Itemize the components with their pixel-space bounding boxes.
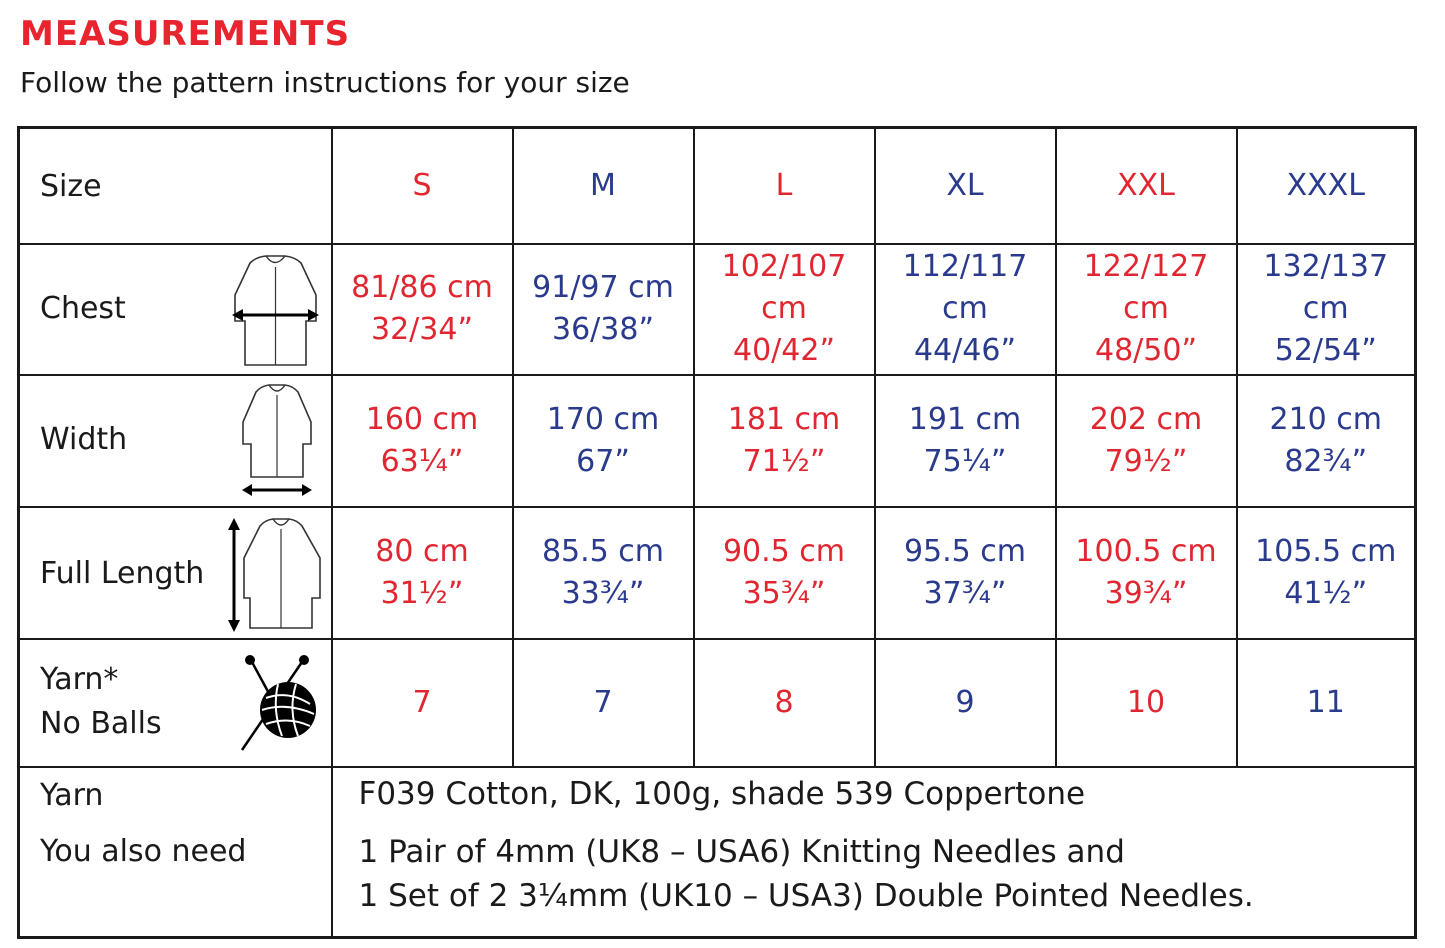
length-s-cell (332, 507, 513, 639)
chest-l-in: 40/42” (733, 333, 835, 368)
length-xxl-cm: 100.5 cm (1075, 533, 1217, 569)
size-label: Size (40, 169, 102, 204)
balls-xl: 9 (875, 639, 1056, 767)
width-l-in: 71½” (742, 443, 826, 479)
width-m-cell (513, 375, 694, 507)
chest-m-in: 36/38” (552, 312, 654, 347)
size-l: L (694, 128, 875, 244)
width-xxxl-in: 82¾” (1284, 443, 1368, 479)
chest-xxl-cell (1056, 244, 1237, 375)
hem-width-garment-icon (236, 382, 318, 504)
width-row (19, 375, 1416, 507)
chest-l-cell (694, 244, 875, 375)
size-header-row (19, 128, 1416, 244)
chest-xl-cm: 112/117 cm (902, 249, 1028, 326)
width-l-cell (694, 375, 875, 507)
chest-l-cm: 102/107 cm (721, 249, 847, 326)
chest-s-in: 32/34” (371, 312, 473, 347)
balls-l: 8 (694, 639, 875, 767)
size-m: M (513, 128, 694, 244)
length-l-cm: 90.5 cm (722, 533, 846, 569)
materials-row (19, 767, 1416, 938)
yarn-type-label: Yarn (40, 777, 104, 813)
yarn-balls-row (19, 639, 1416, 767)
yarn-type-value: F039 Cotton, DK, 100g, shade 539 Coppertone (358, 775, 1086, 812)
size-xl: XL (875, 128, 1056, 244)
chest-s-cm: 81/86 cm (351, 270, 493, 305)
full-length-label-cell (19, 507, 332, 639)
width-m-in: 67” (576, 443, 630, 479)
length-xxl-in: 39¾” (1104, 575, 1188, 611)
needles-line1: 1 Pair of 4mm (UK8 – USA6) Knitting Needles and (358, 833, 1125, 870)
full-length-row (19, 507, 1416, 639)
width-s-cm: 160 cm (365, 401, 479, 437)
width-xxxl-cell (1237, 375, 1416, 507)
size-xxl: XXL (1056, 128, 1237, 244)
width-xxl-cell (1056, 375, 1237, 507)
length-xl-cm: 95.5 cm (903, 533, 1027, 569)
length-s-cm: 80 cm (375, 533, 469, 569)
materials-label-cell (19, 767, 332, 938)
chest-label: Chest (40, 290, 126, 326)
size-xxxl: XXXL (1237, 128, 1416, 244)
chest-m-cell (513, 244, 694, 375)
width-label-cell (19, 375, 332, 507)
chest-s-cell (332, 244, 513, 375)
yarn-balls-label-cell (19, 639, 332, 767)
length-xl-cell (875, 507, 1056, 639)
width-s-cell (332, 375, 513, 507)
length-garment-icon (224, 516, 324, 634)
chest-xxxl-cm: 132/137 cm (1263, 249, 1389, 326)
length-xxxl-cm: 105.5 cm (1255, 533, 1397, 569)
length-xl-in: 37¾” (923, 575, 1007, 611)
length-m-cm: 85.5 cm (541, 533, 665, 569)
page-title: MEASUREMENTS (20, 14, 351, 54)
width-s-in: 63¼” (380, 443, 464, 479)
measurements-table (17, 126, 1417, 939)
yarn-ball-needles-icon (238, 654, 318, 754)
full-length-label: Full Length (40, 555, 205, 591)
chest-xxxl-in: 52/54” (1274, 333, 1377, 368)
balls-xxxl: 11 (1237, 639, 1416, 767)
width-xl-in: 75¼” (923, 443, 1007, 479)
page-subtitle: Follow the pattern instructions for your size (20, 66, 630, 99)
length-l-in: 35¾” (742, 575, 826, 611)
length-m-cell (513, 507, 694, 639)
length-xxxl-cell (1237, 507, 1416, 639)
width-m-cm: 170 cm (546, 401, 660, 437)
balls-s: 7 (332, 639, 513, 767)
width-xl-cm: 191 cm (908, 401, 1022, 437)
width-xxl-in: 79½” (1104, 443, 1188, 479)
length-s-in: 31½” (380, 575, 464, 611)
width-xxl-cm: 202 cm (1089, 401, 1203, 437)
chest-xxxl-cell (1237, 244, 1416, 375)
chest-row (19, 244, 1416, 375)
length-m-in: 33¾” (561, 575, 645, 611)
width-xl-cell (875, 375, 1056, 507)
chest-xl-in: 44/46” (914, 333, 1016, 368)
chest-xl-cell (875, 244, 1056, 375)
length-l-cell (694, 507, 875, 639)
yarn-label-line1: Yarn* (40, 661, 119, 697)
also-need-label: You also need (40, 833, 247, 869)
chest-xxl-cm: 122/127 cm (1083, 249, 1209, 326)
yarn-label-line2: No Balls (40, 705, 162, 741)
chest-xxl-in: 48/50” (1095, 333, 1197, 368)
materials-value-cell (332, 767, 1416, 938)
width-xxxl-cm: 210 cm (1269, 401, 1382, 437)
length-xxl-cell (1056, 507, 1237, 639)
size-s: S (332, 128, 513, 244)
width-l-cm: 181 cm (727, 401, 841, 437)
chest-width-garment-icon (228, 253, 323, 368)
size-label-cell (19, 128, 332, 244)
chest-label-cell (19, 244, 332, 375)
width-label: Width (40, 421, 128, 457)
balls-xxl: 10 (1056, 639, 1237, 767)
chest-m-cm: 91/97 cm (532, 270, 674, 305)
balls-m: 7 (513, 639, 694, 767)
length-xxxl-in: 41½” (1284, 575, 1368, 611)
needles-line2: 1 Set of 2 3¼mm (UK10 – USA3) Double Pointed Needles. (358, 877, 1254, 914)
